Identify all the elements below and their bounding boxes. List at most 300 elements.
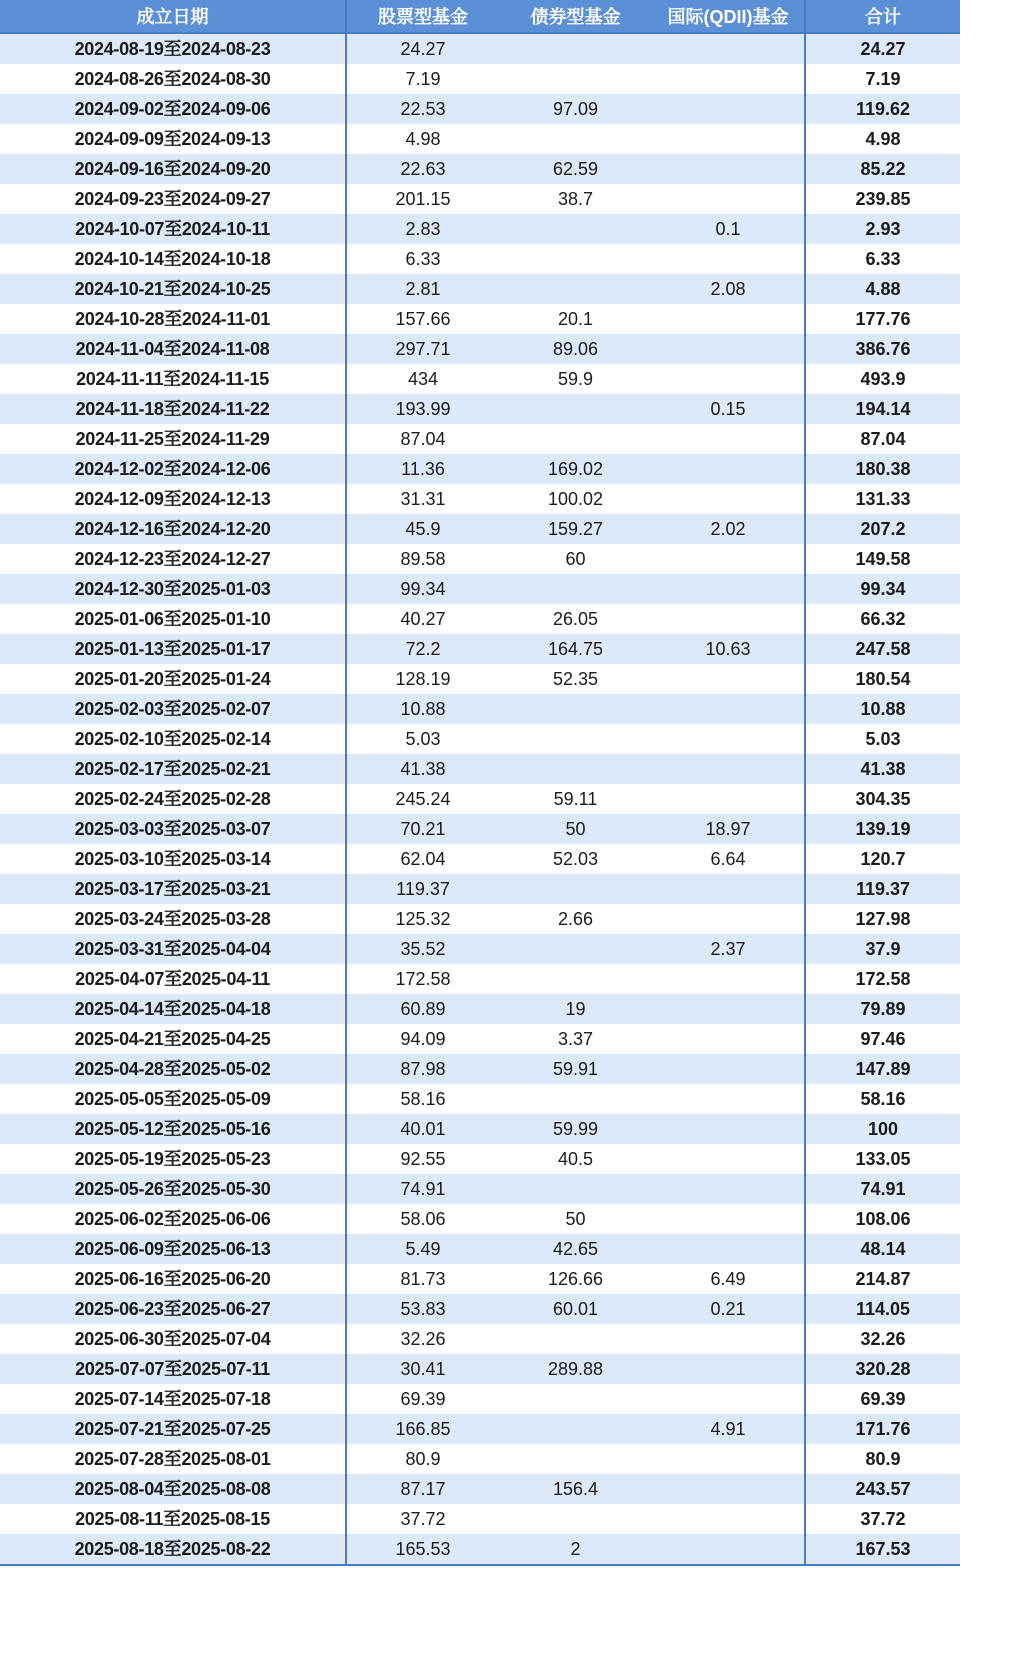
total-cell: 85.22 xyxy=(805,154,960,184)
table-row xyxy=(0,754,960,784)
bond-fund-cell xyxy=(499,724,652,754)
total-cell: 37.72 xyxy=(805,1504,960,1534)
bond-fund-cell xyxy=(499,754,652,784)
date-cell: 2025-04-14至2025-04-18 xyxy=(0,994,346,1024)
total-cell: 133.05 xyxy=(805,1144,960,1174)
table-row xyxy=(0,33,960,64)
total-cell: 74.91 xyxy=(805,1174,960,1204)
table-row xyxy=(0,1324,960,1354)
equity-fund-cell: 11.36 xyxy=(346,454,499,484)
equity-fund-cell: 22.53 xyxy=(346,94,499,124)
date-cell: 2024-12-09至2024-12-13 xyxy=(0,484,346,514)
equity-fund-cell: 2.83 xyxy=(346,214,499,244)
table-row xyxy=(0,844,960,874)
equity-fund-cell: 201.15 xyxy=(346,184,499,214)
table-row xyxy=(0,964,960,994)
qdii-fund-cell xyxy=(652,424,805,454)
table-row xyxy=(0,154,960,184)
bond-fund-cell xyxy=(499,574,652,604)
equity-fund-cell: 5.49 xyxy=(346,1234,499,1264)
bond-fund-cell: 3.37 xyxy=(499,1024,652,1054)
equity-fund-cell: 7.19 xyxy=(346,64,499,94)
date-cell: 2025-07-28至2025-08-01 xyxy=(0,1444,346,1474)
qdii-fund-cell xyxy=(652,364,805,394)
table-header xyxy=(0,0,960,33)
total-cell: 180.38 xyxy=(805,454,960,484)
equity-fund-cell: 35.52 xyxy=(346,934,499,964)
date-cell: 2025-07-21至2025-07-25 xyxy=(0,1414,346,1444)
bond-fund-cell: 42.65 xyxy=(499,1234,652,1264)
date-cell: 2025-05-26至2025-05-30 xyxy=(0,1174,346,1204)
equity-fund-cell: 70.21 xyxy=(346,814,499,844)
date-cell: 2025-06-30至2025-07-04 xyxy=(0,1324,346,1354)
table-row xyxy=(0,214,960,244)
bond-fund-cell: 50 xyxy=(499,814,652,844)
date-cell: 2025-01-06至2025-01-10 xyxy=(0,604,346,634)
table-row xyxy=(0,1444,960,1474)
total-cell: 180.54 xyxy=(805,664,960,694)
equity-fund-cell: 128.19 xyxy=(346,664,499,694)
bond-fund-cell: 20.1 xyxy=(499,304,652,334)
total-cell: 243.57 xyxy=(805,1474,960,1504)
date-cell: 2025-03-17至2025-03-21 xyxy=(0,874,346,904)
equity-fund-cell: 53.83 xyxy=(346,1294,499,1324)
date-cell: 2025-06-09至2025-06-13 xyxy=(0,1234,346,1264)
qdii-fund-cell xyxy=(652,1384,805,1414)
date-cell: 2024-09-09至2024-09-13 xyxy=(0,124,346,154)
bond-fund-cell: 126.66 xyxy=(499,1264,652,1294)
date-cell: 2025-03-31至2025-04-04 xyxy=(0,934,346,964)
total-cell: 386.76 xyxy=(805,334,960,364)
qdii-fund-cell xyxy=(652,664,805,694)
table-row xyxy=(0,1054,960,1084)
table-row xyxy=(0,634,960,664)
total-cell: 6.33 xyxy=(805,244,960,274)
qdii-fund-cell xyxy=(652,544,805,574)
total-cell: 87.04 xyxy=(805,424,960,454)
equity-fund-cell: 58.06 xyxy=(346,1204,499,1234)
total-cell: 172.58 xyxy=(805,964,960,994)
bond-fund-cell xyxy=(499,1444,652,1474)
date-cell: 2024-12-30至2025-01-03 xyxy=(0,574,346,604)
table-row xyxy=(0,1084,960,1114)
qdii-fund-cell: 0.1 xyxy=(652,214,805,244)
bond-fund-cell xyxy=(499,274,652,304)
bond-fund-cell: 89.06 xyxy=(499,334,652,364)
header-establish-date: 成立日期 xyxy=(0,0,346,33)
total-cell: 58.16 xyxy=(805,1084,960,1114)
bond-fund-cell xyxy=(499,1414,652,1444)
equity-fund-cell: 297.71 xyxy=(346,334,499,364)
qdii-fund-cell xyxy=(652,574,805,604)
equity-fund-cell: 24.27 xyxy=(346,33,499,64)
table-row xyxy=(0,514,960,544)
table-row xyxy=(0,724,960,754)
date-cell: 2024-10-07至2024-10-11 xyxy=(0,214,346,244)
qdii-fund-cell: 0.21 xyxy=(652,1294,805,1324)
qdii-fund-cell xyxy=(652,724,805,754)
equity-fund-cell: 87.98 xyxy=(346,1054,499,1084)
bond-fund-cell xyxy=(499,934,652,964)
qdii-fund-cell xyxy=(652,904,805,934)
equity-fund-cell: 2.81 xyxy=(346,274,499,304)
equity-fund-cell: 99.34 xyxy=(346,574,499,604)
table-row xyxy=(0,1504,960,1534)
total-cell: 320.28 xyxy=(805,1354,960,1384)
qdii-fund-cell: 10.63 xyxy=(652,634,805,664)
bond-fund-cell: 62.59 xyxy=(499,154,652,184)
qdii-fund-cell xyxy=(652,964,805,994)
bond-fund-cell: 38.7 xyxy=(499,184,652,214)
bond-fund-cell: 59.99 xyxy=(499,1114,652,1144)
bond-fund-cell xyxy=(499,394,652,424)
total-cell: 5.03 xyxy=(805,724,960,754)
qdii-fund-cell xyxy=(652,64,805,94)
total-cell: 127.98 xyxy=(805,904,960,934)
bond-fund-cell xyxy=(499,244,652,274)
table-row xyxy=(0,694,960,724)
table-row xyxy=(0,934,960,964)
qdii-fund-cell xyxy=(652,1114,805,1144)
date-cell: 2024-10-28至2024-11-01 xyxy=(0,304,346,334)
equity-fund-cell: 245.24 xyxy=(346,784,499,814)
table-row xyxy=(0,1264,960,1294)
total-cell: 167.53 xyxy=(805,1534,960,1565)
qdii-fund-cell xyxy=(652,1084,805,1114)
total-cell: 108.06 xyxy=(805,1204,960,1234)
qdii-fund-cell xyxy=(652,1054,805,1084)
date-cell: 2024-11-25至2024-11-29 xyxy=(0,424,346,454)
equity-fund-cell: 193.99 xyxy=(346,394,499,424)
bond-fund-cell: 50 xyxy=(499,1204,652,1234)
bond-fund-cell: 52.35 xyxy=(499,664,652,694)
qdii-fund-cell xyxy=(652,994,805,1024)
equity-fund-cell: 89.58 xyxy=(346,544,499,574)
bond-fund-cell xyxy=(499,424,652,454)
equity-fund-cell: 5.03 xyxy=(346,724,499,754)
equity-fund-cell: 94.09 xyxy=(346,1024,499,1054)
table-row xyxy=(0,364,960,394)
bond-fund-cell xyxy=(499,1084,652,1114)
table-row xyxy=(0,184,960,214)
total-cell: 32.26 xyxy=(805,1324,960,1354)
date-cell: 2025-02-24至2025-02-28 xyxy=(0,784,346,814)
qdii-fund-cell xyxy=(652,484,805,514)
qdii-fund-cell xyxy=(652,244,805,274)
equity-fund-cell: 22.63 xyxy=(346,154,499,184)
header-equity-fund: 股票型基金 xyxy=(346,0,499,33)
qdii-fund-cell xyxy=(652,334,805,364)
date-cell: 2024-10-14至2024-10-18 xyxy=(0,244,346,274)
total-cell: 48.14 xyxy=(805,1234,960,1264)
table-row xyxy=(0,484,960,514)
table-row xyxy=(0,1414,960,1444)
total-cell: 239.85 xyxy=(805,184,960,214)
date-cell: 2025-03-10至2025-03-14 xyxy=(0,844,346,874)
bond-fund-cell xyxy=(499,124,652,154)
total-cell: 177.76 xyxy=(805,304,960,334)
equity-fund-cell: 69.39 xyxy=(346,1384,499,1414)
equity-fund-cell: 80.9 xyxy=(346,1444,499,1474)
date-cell: 2025-07-14至2025-07-18 xyxy=(0,1384,346,1414)
qdii-fund-cell: 18.97 xyxy=(652,814,805,844)
bond-fund-cell: 169.02 xyxy=(499,454,652,484)
table-row xyxy=(0,304,960,334)
table-row xyxy=(0,904,960,934)
date-cell: 2024-08-19至2024-08-23 xyxy=(0,33,346,64)
date-cell: 2025-08-04至2025-08-08 xyxy=(0,1474,346,1504)
table-row xyxy=(0,1204,960,1234)
table-row xyxy=(0,604,960,634)
bond-fund-cell: 159.27 xyxy=(499,514,652,544)
total-cell: 119.62 xyxy=(805,94,960,124)
date-cell: 2024-12-16至2024-12-20 xyxy=(0,514,346,544)
table-row xyxy=(0,544,960,574)
total-cell: 100 xyxy=(805,1114,960,1144)
total-cell: 149.58 xyxy=(805,544,960,574)
date-cell: 2024-12-23至2024-12-27 xyxy=(0,544,346,574)
table-row xyxy=(0,1384,960,1414)
equity-fund-cell: 434 xyxy=(346,364,499,394)
date-cell: 2025-02-10至2025-02-14 xyxy=(0,724,346,754)
bond-fund-cell xyxy=(499,964,652,994)
bond-fund-cell xyxy=(499,33,652,64)
table-body xyxy=(0,33,960,1565)
date-cell: 2025-03-03至2025-03-07 xyxy=(0,814,346,844)
qdii-fund-cell xyxy=(652,454,805,484)
total-cell: 69.39 xyxy=(805,1384,960,1414)
total-cell: 247.58 xyxy=(805,634,960,664)
table-row xyxy=(0,814,960,844)
bond-fund-cell xyxy=(499,1174,652,1204)
table-row xyxy=(0,1474,960,1504)
date-cell: 2024-09-16至2024-09-20 xyxy=(0,154,346,184)
total-cell: 304.35 xyxy=(805,784,960,814)
bond-fund-cell: 60.01 xyxy=(499,1294,652,1324)
total-cell: 214.87 xyxy=(805,1264,960,1294)
bond-fund-cell: 164.75 xyxy=(499,634,652,664)
total-cell: 7.19 xyxy=(805,64,960,94)
table-row xyxy=(0,1114,960,1144)
bond-fund-cell: 26.05 xyxy=(499,604,652,634)
qdii-fund-cell xyxy=(652,1024,805,1054)
date-cell: 2025-01-20至2025-01-24 xyxy=(0,664,346,694)
table-row xyxy=(0,1024,960,1054)
table-row xyxy=(0,874,960,904)
total-cell: 171.76 xyxy=(805,1414,960,1444)
equity-fund-cell: 172.58 xyxy=(346,964,499,994)
bond-fund-cell: 59.91 xyxy=(499,1054,652,1084)
date-cell: 2025-08-11至2025-08-15 xyxy=(0,1504,346,1534)
total-cell: 37.9 xyxy=(805,934,960,964)
bond-fund-cell xyxy=(499,874,652,904)
date-cell: 2025-01-13至2025-01-17 xyxy=(0,634,346,664)
equity-fund-cell: 30.41 xyxy=(346,1354,499,1384)
qdii-fund-cell xyxy=(652,874,805,904)
total-cell: 4.88 xyxy=(805,274,960,304)
total-cell: 207.2 xyxy=(805,514,960,544)
equity-fund-cell: 40.27 xyxy=(346,604,499,634)
table-row xyxy=(0,424,960,454)
bond-fund-cell xyxy=(499,694,652,724)
table-row xyxy=(0,334,960,364)
bond-fund-cell: 40.5 xyxy=(499,1144,652,1174)
qdii-fund-cell: 2.02 xyxy=(652,514,805,544)
qdii-fund-cell: 2.08 xyxy=(652,274,805,304)
table-row xyxy=(0,124,960,154)
bond-fund-cell xyxy=(499,1324,652,1354)
qdii-fund-cell xyxy=(652,94,805,124)
equity-fund-cell: 31.31 xyxy=(346,484,499,514)
total-cell: 147.89 xyxy=(805,1054,960,1084)
qdii-fund-cell xyxy=(652,1144,805,1174)
equity-fund-cell: 74.91 xyxy=(346,1174,499,1204)
date-cell: 2025-08-18至2025-08-22 xyxy=(0,1534,346,1565)
equity-fund-cell: 60.89 xyxy=(346,994,499,1024)
equity-fund-cell: 81.73 xyxy=(346,1264,499,1294)
equity-fund-cell: 166.85 xyxy=(346,1414,499,1444)
qdii-fund-cell xyxy=(652,1234,805,1264)
equity-fund-cell: 92.55 xyxy=(346,1144,499,1174)
equity-fund-cell: 45.9 xyxy=(346,514,499,544)
equity-fund-cell: 58.16 xyxy=(346,1084,499,1114)
qdii-fund-cell: 6.64 xyxy=(652,844,805,874)
equity-fund-cell: 32.26 xyxy=(346,1324,499,1354)
qdii-fund-cell: 2.37 xyxy=(652,934,805,964)
date-cell: 2025-06-02至2025-06-06 xyxy=(0,1204,346,1234)
total-cell: 79.89 xyxy=(805,994,960,1024)
total-cell: 139.19 xyxy=(805,814,960,844)
table-row xyxy=(0,454,960,484)
table-row xyxy=(0,1294,960,1324)
qdii-fund-cell xyxy=(652,604,805,634)
date-cell: 2024-12-02至2024-12-06 xyxy=(0,454,346,484)
total-cell: 10.88 xyxy=(805,694,960,724)
date-cell: 2025-04-28至2025-05-02 xyxy=(0,1054,346,1084)
equity-fund-cell: 10.88 xyxy=(346,694,499,724)
qdii-fund-cell xyxy=(652,1504,805,1534)
qdii-fund-cell xyxy=(652,1324,805,1354)
qdii-fund-cell xyxy=(652,1354,805,1384)
equity-fund-cell: 40.01 xyxy=(346,1114,499,1144)
table-row xyxy=(0,244,960,274)
equity-fund-cell: 6.33 xyxy=(346,244,499,274)
bond-fund-cell: 19 xyxy=(499,994,652,1024)
qdii-fund-cell xyxy=(652,1204,805,1234)
total-cell: 80.9 xyxy=(805,1444,960,1474)
qdii-fund-cell xyxy=(652,694,805,724)
date-cell: 2024-11-04至2024-11-08 xyxy=(0,334,346,364)
bond-fund-cell: 59.11 xyxy=(499,784,652,814)
date-cell: 2025-02-03至2025-02-07 xyxy=(0,694,346,724)
equity-fund-cell: 165.53 xyxy=(346,1534,499,1565)
total-cell: 41.38 xyxy=(805,754,960,784)
date-cell: 2025-05-19至2025-05-23 xyxy=(0,1144,346,1174)
qdii-fund-cell: 6.49 xyxy=(652,1264,805,1294)
total-cell: 119.37 xyxy=(805,874,960,904)
bond-fund-cell: 60 xyxy=(499,544,652,574)
table-row xyxy=(0,1174,960,1204)
table-row xyxy=(0,94,960,124)
table-row xyxy=(0,994,960,1024)
date-cell: 2025-07-07至2025-07-11 xyxy=(0,1354,346,1384)
bond-fund-cell xyxy=(499,1504,652,1534)
qdii-fund-cell xyxy=(652,1174,805,1204)
equity-fund-cell: 125.32 xyxy=(346,904,499,934)
date-cell: 2024-11-11至2024-11-15 xyxy=(0,364,346,394)
table-row xyxy=(0,1144,960,1174)
total-cell: 2.93 xyxy=(805,214,960,244)
qdii-fund-cell xyxy=(652,1444,805,1474)
bond-fund-cell: 59.9 xyxy=(499,364,652,394)
date-cell: 2025-03-24至2025-03-28 xyxy=(0,904,346,934)
qdii-fund-cell: 0.15 xyxy=(652,394,805,424)
date-cell: 2024-08-26至2024-08-30 xyxy=(0,64,346,94)
equity-fund-cell: 87.04 xyxy=(346,424,499,454)
table-row xyxy=(0,1534,960,1565)
qdii-fund-cell xyxy=(652,154,805,184)
bond-fund-cell xyxy=(499,214,652,244)
header-bond-fund: 债券型基金 xyxy=(499,0,652,33)
bond-fund-cell: 156.4 xyxy=(499,1474,652,1504)
qdii-fund-cell: 4.91 xyxy=(652,1414,805,1444)
equity-fund-cell: 41.38 xyxy=(346,754,499,784)
qdii-fund-cell xyxy=(652,1474,805,1504)
total-cell: 4.98 xyxy=(805,124,960,154)
table-row xyxy=(0,574,960,604)
header-row xyxy=(0,0,960,33)
total-cell: 66.32 xyxy=(805,604,960,634)
bond-fund-cell xyxy=(499,1384,652,1414)
header-qdii-fund: 国际(QDII)基金 xyxy=(652,0,805,33)
table-row xyxy=(0,1234,960,1264)
date-cell: 2024-11-18至2024-11-22 xyxy=(0,394,346,424)
bond-fund-cell: 2 xyxy=(499,1534,652,1565)
equity-fund-cell: 157.66 xyxy=(346,304,499,334)
bond-fund-cell: 97.09 xyxy=(499,94,652,124)
date-cell: 2024-09-23至2024-09-27 xyxy=(0,184,346,214)
qdii-fund-cell xyxy=(652,784,805,814)
table-row xyxy=(0,64,960,94)
bond-fund-cell: 289.88 xyxy=(499,1354,652,1384)
total-cell: 24.27 xyxy=(805,33,960,64)
qdii-fund-cell xyxy=(652,124,805,154)
table-row xyxy=(0,274,960,304)
bond-fund-cell xyxy=(499,64,652,94)
qdii-fund-cell xyxy=(652,33,805,64)
equity-fund-cell: 37.72 xyxy=(346,1504,499,1534)
total-cell: 194.14 xyxy=(805,394,960,424)
equity-fund-cell: 119.37 xyxy=(346,874,499,904)
date-cell: 2025-02-17至2025-02-21 xyxy=(0,754,346,784)
table-row xyxy=(0,1354,960,1384)
table-row xyxy=(0,784,960,814)
total-cell: 114.05 xyxy=(805,1294,960,1324)
table-row xyxy=(0,664,960,694)
total-cell: 131.33 xyxy=(805,484,960,514)
date-cell: 2025-05-05至2025-05-09 xyxy=(0,1084,346,1114)
table-row xyxy=(0,394,960,424)
bond-fund-cell: 52.03 xyxy=(499,844,652,874)
date-cell: 2025-04-21至2025-04-25 xyxy=(0,1024,346,1054)
equity-fund-cell: 87.17 xyxy=(346,1474,499,1504)
total-cell: 97.46 xyxy=(805,1024,960,1054)
date-cell: 2024-09-02至2024-09-06 xyxy=(0,94,346,124)
equity-fund-cell: 72.2 xyxy=(346,634,499,664)
date-cell: 2025-06-16至2025-06-20 xyxy=(0,1264,346,1294)
total-cell: 493.9 xyxy=(805,364,960,394)
date-cell: 2025-05-12至2025-05-16 xyxy=(0,1114,346,1144)
